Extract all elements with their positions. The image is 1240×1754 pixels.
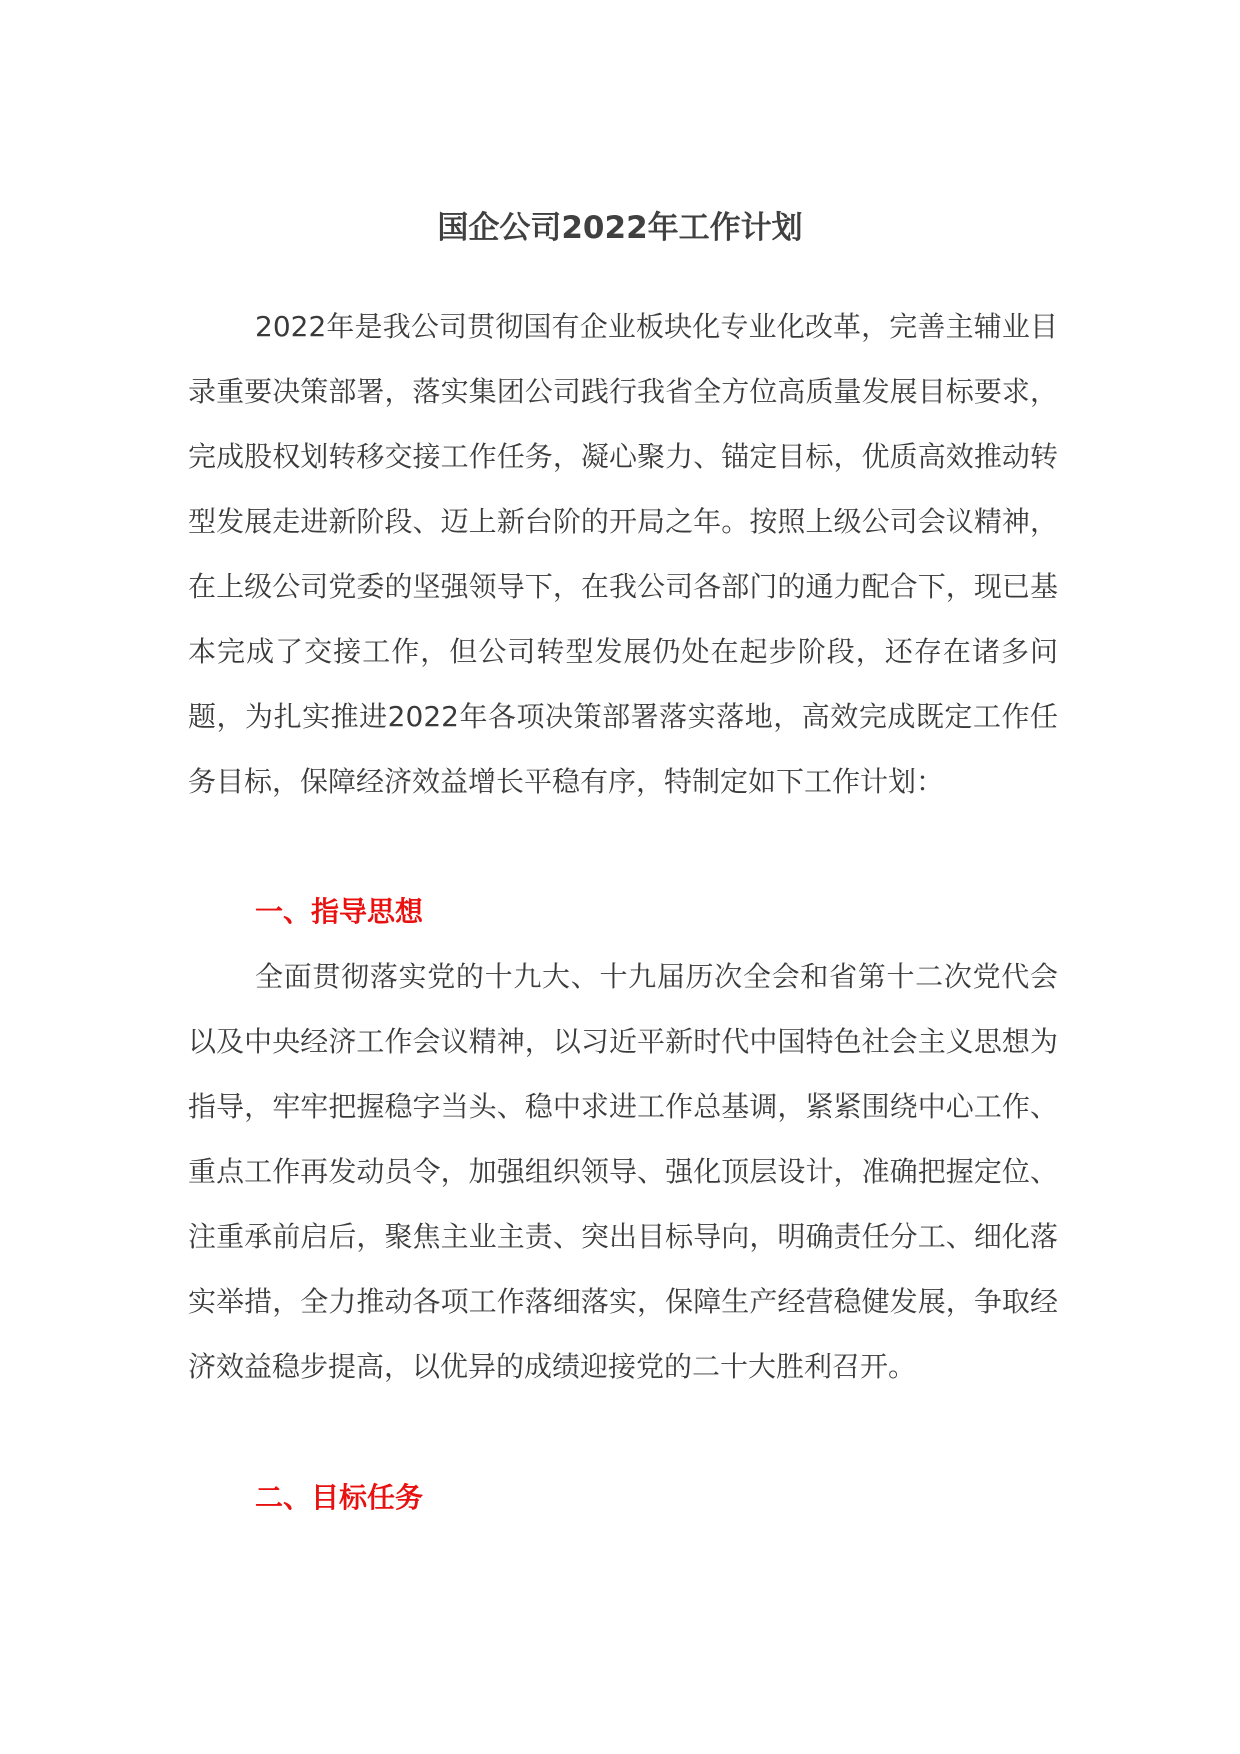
guiding-ideology-paragraph: 全面贯彻落实党的十九大、十九届历次全会和省第十二次党代会以及中央经济工作会议精神，以习近平新时代中国特色社会主义思想为指导，牢牢把握稳字当头、稳中求进工作总基调，紧紧围绕中心工作、重点工作再发动员令，加强组织领导、强化顶层设计，准确把握定位、注重承前启后，聚焦主业主责、突出目标导向，明确责任分工、细化落实举措，全力推动各项工作落细落实，保障生产经营稳健发展，争取经济效益稳步提高，以优异的成绩迎接党的二十大胜利召开。 <box>188 960 1058 1383</box>
document-title: 国企公司2022年工作计划 <box>437 210 803 246</box>
section-heading-guiding-ideology: 一、指导思想 <box>255 895 424 928</box>
intro-paragraph: 2022年是我公司贯彻国有企业板块化专业化改革，完善主辅业目录重要决策部署，落实集团公司践行我省全方位高质量发展目标要求，完成股权划转移交接工作任务，凝心聚力、锚定目标，优质高效推动转型发展走进新阶段、迈上新台阶的开局之年。按照上级公司会议精神，在上级公司党委的坚强领导下，在我公司各部门的通力配合下，现已基本完成了交接工作，但公司转型发展仍处在起步阶段，还存在诸多问题，为扎实推进2022年各项决策部署落实落地，高效完成既定工作任务目标，保障经济效益增长平稳有序，特制定如下工作计划： <box>188 310 1058 798</box>
section-heading-goals-tasks: 二、目标任务 <box>255 1481 424 1514</box>
